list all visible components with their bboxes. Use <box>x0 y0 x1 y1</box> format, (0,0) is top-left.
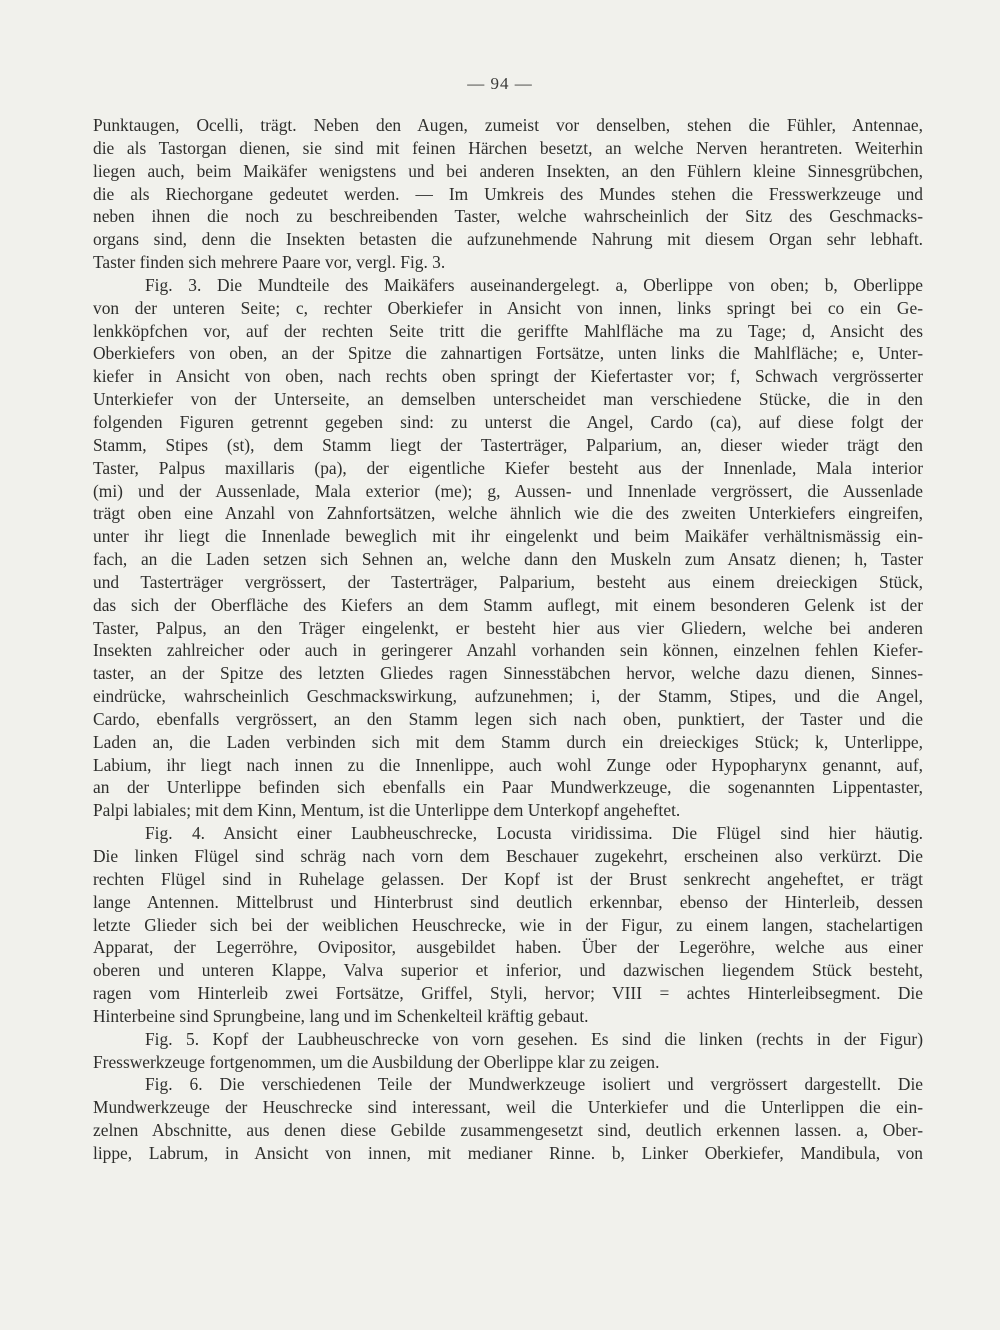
text-line: letzte Glieder sich bei der weiblichen Heuschrecke, wie in der Figur, zu einem langen, stachelartigen <box>93 914 923 935</box>
text-line: das sich der Oberfläche des Kiefers an dem Stamm auflegt, mit einem besonderen Gelenk ist der <box>93 594 923 615</box>
text-line: neben ihnen die noch zu beschreibenden Taster, welche wahrscheinlich der Sitz des Geschmacks- <box>93 206 923 227</box>
text-line: Insekten zahlreicher oder auch in geringerer Anzahl vorhanden sein können, einzelnen fehlen Kiefer- <box>93 640 923 661</box>
text-line: fach, an die Laden setzen sich Sehnen an, welche dann den Muskeln zum Ansatz dienen; h, Taster <box>93 549 923 570</box>
text-line: Apparat, der Legerröhre, Ovipositor, ausgebildet haben. Über der Legeröhre, welche aus einer <box>93 937 923 958</box>
text-line: organs sind, denn die Insekten betasten die aufzunehmende Nahrung mit diesem Organ sehr lebhaft. <box>93 229 923 250</box>
text-line: Taster, Palpus maxillaris (pa), der eigentliche Kiefer besteht aus der Innenlade, Mala interior <box>93 457 923 478</box>
text-line: rechten Flügel sind in Ruhelage gelassen. Der Kopf ist der Brust senkrecht angeheftet, er trägt <box>93 868 923 889</box>
text-line: Laden an, die Laden verbinden sich mit dem Stamm durch ein dreieckiges Stück; k, Unterlippe, <box>93 731 923 752</box>
text-line: Die linken Flügel sind schräg nach vorn dem Beschauer zugekehrt, erscheinen also verkürzt. Die <box>93 846 923 866</box>
text-line: lenkköpfchen vor, auf der rechten Seite tritt die geriffte Mahlfläche ma zu Tage; d, Ansicht des <box>93 320 923 341</box>
text-line: zelnen Abschnitte, aus denen diese Gebilde zusammengesetzt sind, deutlich erkennen lassen. a, Ober- <box>93 1120 923 1141</box>
text-line: unter ihr liegt die Innenlade beweglich mit ihr eingelenkt und beim Maikäfer verhältnismässig ein- <box>93 526 923 547</box>
text-line: und Tasterträger vergrössert, der Tasterträger, Palparium, besteht aus einem dreieckigen Stück, <box>93 571 923 592</box>
text-line: Punktaugen, Ocelli, trägt. Neben den Augen, zumeist vor denselben, stehen die Fühler, Antennae, <box>93 115 923 135</box>
text-line: Mundwerkzeuge der Heuschrecke sind interessant, weil die Unterkiefer und die Unterlippen die ein- <box>93 1097 923 1118</box>
text-line: Unterkiefer von der Unterseite, an demselben unterscheidet man verschiedene Stücke, die in den <box>93 389 923 410</box>
text-line: eindrücke, wahrscheinlich Geschmackswirkung, aufzunehmen; i, der Stamm, Stipes, und die Angel, <box>93 686 923 707</box>
text-line: die als Tastorgan dienen, sie sind mit feinen Härchen besetzt, an welche Nerven herantreten. Weiterhin <box>93 137 923 158</box>
text-line: von der unteren Seite; c, rechter Oberkiefer in Ansicht von innen, links springt bei co ein Ge- <box>93 297 923 318</box>
text-line: Fig. 6. Die verschiedenen Teile der Mundwerkzeuge isoliert und vergrössert dargestellt. Die <box>145 1074 923 1095</box>
text-line: Fig. 4. Ansicht einer Laubheuschrecke, Locusta viridissima. Die Flügel sind hier häutig. <box>145 823 923 844</box>
text-line: folgenden Figuren getrennt gegeben sind: zu unterst die Angel, Cardo (ca), auf diese folgt der <box>93 411 923 432</box>
body-text <box>93 114 923 1165</box>
text-line: Hinterbeine sind Sprungbeine, lang und im Schenkelteil kräftig gebaut. <box>93 1005 589 1026</box>
text-line: taster, an der Spitze des letzten Gliedes ragen Sinnesstäbchen hervor, welche dazu dienen, Sinnes- <box>93 663 923 684</box>
page-number: — 94 — <box>467 74 533 93</box>
text-line: (mi) und der Aussenlade, Mala exterior (me); g, Aussen- und Innenlade vergrössert, die Aussenlade <box>93 480 923 501</box>
text-line: kiefer in Ansicht von oben, nach rechts oben springt der Kiefertaster vor; f, Schwach vergrösserter <box>93 366 923 387</box>
text-line: Taster finden sich mehrere Paare vor, vergl. Fig. 3. <box>93 252 446 273</box>
text-line: die als Riechorgane gedeutet werden. — Im Umkreis des Mundes stehen die Fresswerkzeuge und <box>93 183 923 204</box>
text-line: Fig. 3. Die Mundteile des Maikäfers auseinandergelegt. a, Oberlippe von oben; b, Oberlippe <box>145 274 923 295</box>
text-line: Stamm, Stipes (st), dem Stamm liegt der Tasterträger, Palparium, an, dieser wieder trägt den <box>93 434 923 455</box>
text-line: lippe, Labrum, in Ansicht von innen, mit medianer Rinne. b, Linker Oberkiefer, Mandibula, von <box>93 1142 923 1163</box>
text-line: Oberkiefers von oben, an der Spitze die zahnartigen Fortsätze, unten links die Mahlfläche; e, Unter- <box>93 343 923 364</box>
text-line: oberen und unteren Klappe, Valva superior et inferior, und dazwischen liegendem Stück besteht, <box>93 960 923 981</box>
text-line: liegen auch, beim Maikäfer wenigstens und bei anderen Insekten, an den Fühlern kleine Sinnesgrübchen, <box>93 160 923 181</box>
text-line: lange Antennen. Mittelbrust und Hinterbrust sind deutlich erkennbar, ebenso der Hinterleib, dessen <box>93 891 923 912</box>
text-line: ragen vom Hinterleib zwei Fortsätze, Griffel, Styli, hervor; VIII = achtes Hinterleibsegment. Die <box>93 983 923 1004</box>
text-line: Cardo, ebenfalls vergrössert, an den Stamm legen sich nach oben, punktiert, der Taster und die <box>93 708 923 729</box>
text-line: Fresswerkzeuge fortgenommen, um die Ausbildung der Oberlippe klar zu zeigen. <box>93 1051 660 1072</box>
text-line: Fig. 5. Kopf der Laubheuschrecke von vorn gesehen. Es sind die linken (rechts in der Figur) <box>145 1028 923 1049</box>
text-line: Taster, Palpus, an den Träger eingelenkt, er besteht hier aus vier Gliedern, welche bei anderen <box>93 617 923 638</box>
text-line: an der Unterlippe befinden sich ebenfalls ein Paar Mundwerkzeuge, die sogenannten Lippentaster, <box>93 777 923 798</box>
text-line: Labium, ihr liegt nach innen zu die Innenlippe, auch wohl Zunge oder Hypopharynx genannt, auf, <box>93 754 923 775</box>
text-line: trägt oben eine Anzahl von Zahnfortsätzen, welche ähnlich wie die des zweiten Unterkiefers eingreifen, <box>93 503 923 524</box>
text-line: Palpi labiales; mit dem Kinn, Mentum, ist die Unterlippe dem Unterkopf angeheftet. <box>93 800 681 821</box>
